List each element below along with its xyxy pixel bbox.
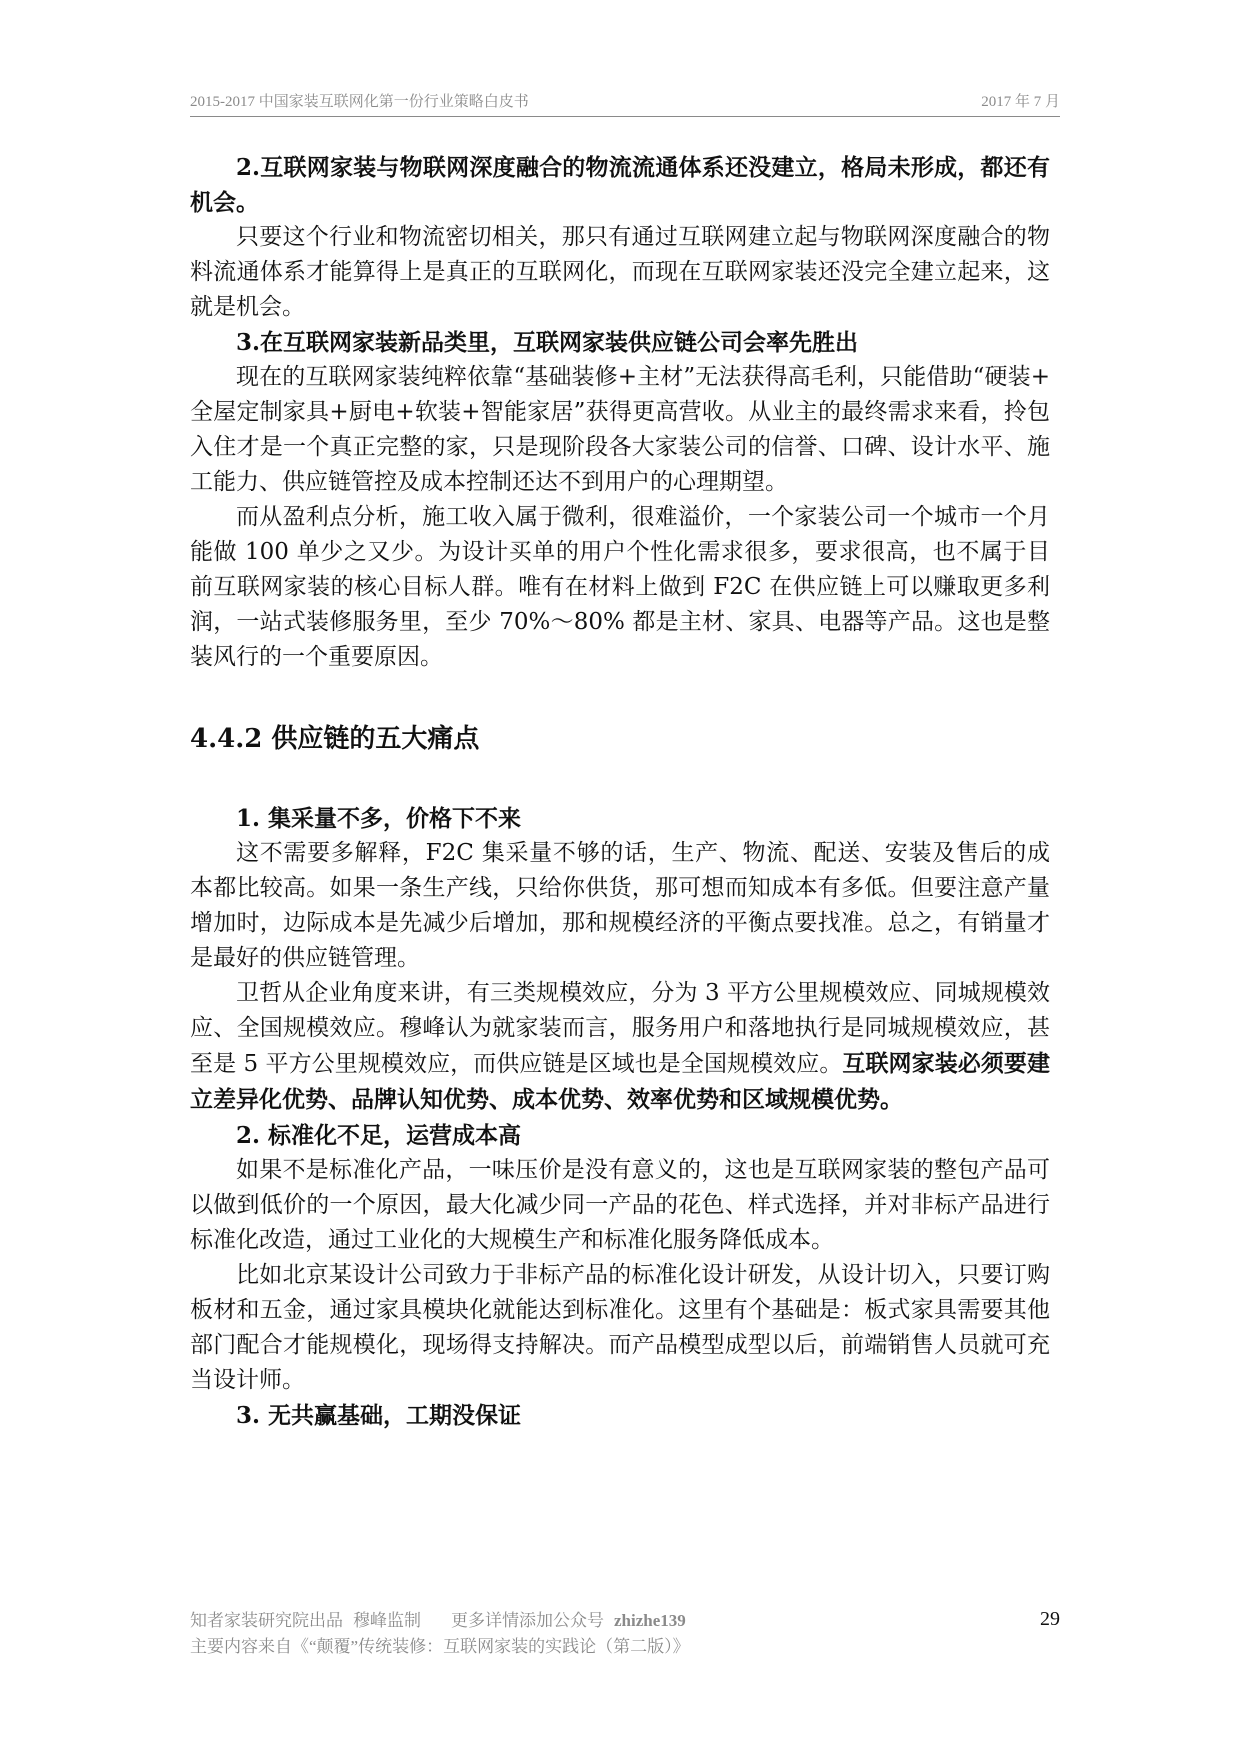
paragraph: 如果不是标准化产品，一味压价是没有意义的，这也是互联网家装的整包产品可以做到低价的一个原因，最大化减少同一产品的花色、样式选择，并对非标产品进行标准化改造，通过工业化的大规模生产和标准化服务降低成本。 (190, 1157, 1050, 1253)
section-title: 4.4.2 供应链的五大痛点 (190, 724, 480, 754)
subsection-heading-2: 2. 标准化不足，运营成本高 (236, 1122, 522, 1149)
paragraph-text: 卫哲从企业角度来讲，有三类规模效应，分为 3 平方公里规模效应、同城规模效应、全国规模效应。穆峰认为就家装而言，服务用户和落地执行是同城规模效应，甚至是 5 平方公里规模效应，而供应链是区域也是全国规模效应。 (190, 980, 1050, 1077)
footer-wechat-id: zhizhe139 (614, 1611, 686, 1630)
paragraph: 这不需要多解释，F2C 集采量不够的话，生产、物流、配送、安装及售后的成本都比较高。如果一条生产线，只给你供货，那可想而知成本有多低。但要注意产量增加时，边际成本是先减少后增加，那和规模经济的平衡点要找准。总之，有销量才是最好的供应链管理。 (190, 840, 1050, 971)
footer-supervisor: 穆峰监制 (353, 1611, 421, 1630)
paragraph: 只要这个行业和物流密切相关，那只有通过互联网建立起与物联网深度融合的物料流通体系才能算得上是真正的互联网化，而现在互联网家装还没完全建立起来，这就是机会。 (190, 224, 1050, 320)
footer-more-info: 更多详情添加公众号 (451, 1611, 604, 1630)
paragraph (190, 976, 1050, 1118)
point-3-heading: 3.在互联网家装新品类里，互联网家装供应链公司会率先胜出 (236, 329, 859, 356)
page-number: 29 (1040, 1608, 1060, 1630)
page-footer (190, 1608, 1060, 1660)
emphasis-text: 互联网家装必须要建立差异化优势、品牌认知优势、成本优势、效率优势和区域规模优势。 (190, 1050, 1050, 1113)
subsection-heading-1: 1. 集采量不多，价格下不来 (236, 805, 522, 832)
footer-publisher: 知者家装研究院出品 (190, 1611, 343, 1630)
header-title: 2015-2017 中国家装互联网化第一份行业策略白皮书 (190, 94, 529, 110)
point-2-heading: 2.互联网家装与物联网深度融合的物流流通体系还没建立，格局未形成，都还有机会。 (190, 154, 1050, 216)
paragraph: 而从盈利点分析，施工收入属于微利，很难溢价，一个家装公司一个城市一个月能做 100 单少之又少。为设计买单的用户个性化需求很多，要求很高，也不属于目前互联网家装的核心目标人群。唯有在材料上做到 F2C 在供应链上可以赚取更多利润，一站式装修服务里，至少 70%～80% 都是主材、家具、电器等产品。这也是整装风行的一个重要原因。 (190, 504, 1050, 670)
footer-source: 主要内容来自《“颠覆”传统装修：互联网家装的实践论（第二版）》 (190, 1637, 690, 1656)
paragraph: 比如北京某设计公司致力于非标产品的标准化设计研发，从设计切入，只要订购板材和五金，通过家具模块化就能达到标准化。这里有个基础是：板式家具需要其他部门配合才能规模化，现场得支持解决。而产品模型成型以后，前端销售人员就可充当设计师。 (190, 1262, 1050, 1393)
paragraph: 现在的互联网家装纯粹依靠“基础装修+主材”无法获得高毛利，只能借助“硬装+ 全屋定制家具+厨电+软装+智能家居”获得更高营收。从业主的最终需求来看，拎包入住才是一个真正完整的家，只是现阶段各大家装公司的信誉、口碑、设计水平、施工能力、供应链管控及成本控制还达不到用户的心理期望。 (190, 364, 1050, 495)
subsection-heading-3: 3. 无共赢基础，工期没保证 (236, 1402, 522, 1429)
page-content (190, 150, 1050, 1433)
header-date: 2017 年 7 月 (981, 94, 1060, 110)
page-header (190, 86, 1060, 117)
